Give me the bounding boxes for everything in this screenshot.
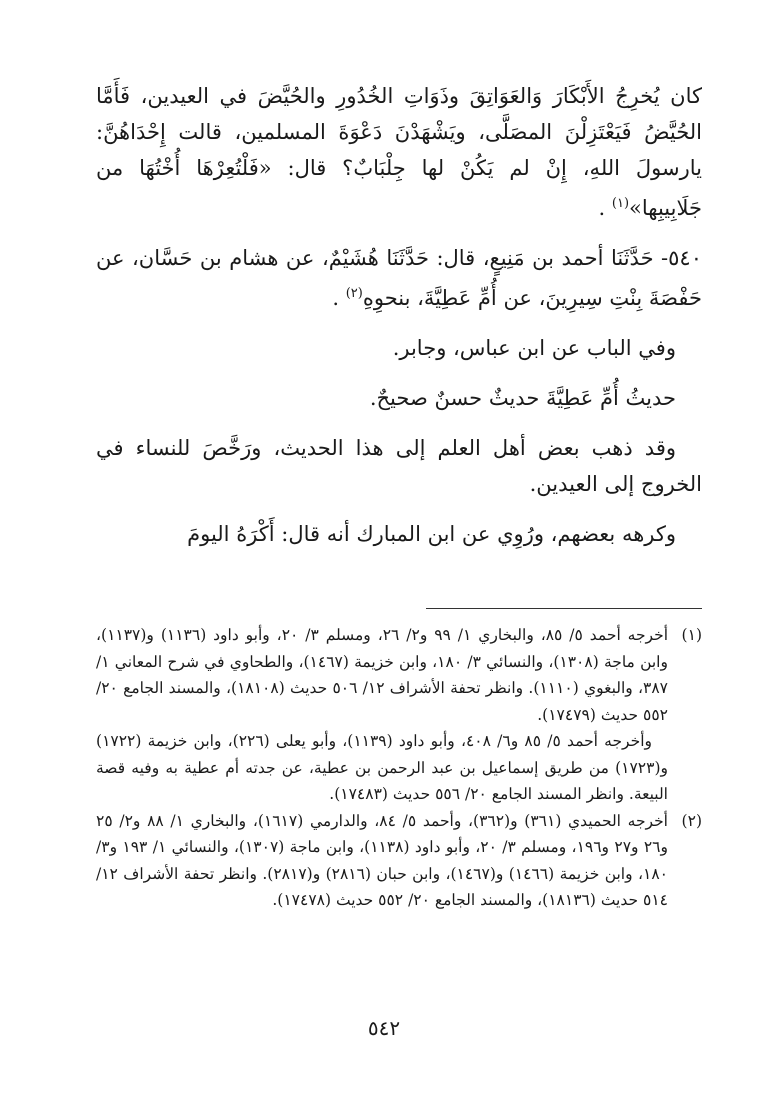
paragraph-4 <box>96 380 702 416</box>
paragraph-5-text: وقد ذهب بعض أهل العلم إلى هذا الحديث، ورَخَّصَ للنساء في الخروج إلى العيدين. <box>96 436 702 496</box>
main-text <box>96 78 702 566</box>
paragraph-6 <box>96 516 702 552</box>
paragraph-4-text: حديثُ أُمِّ عَطِيَّةَ حديثٌ حسنٌ صحيحٌ. <box>369 386 676 410</box>
paragraph-1 <box>96 78 702 226</box>
footnote-2-number: (٢) <box>681 811 702 830</box>
paragraph-2-text: ٥٤٠- حَدَّثَنَا أحمد بن مَنِيعٍ، قال: حَدَّثَنَا هُشَيْمٌ، عن هشام بن حَسَّان، عن حَفْصَةَ بِنْتِ سِيرِينَ، عن أُمِّ عَطِيَّةَ، بنحوِهِ <box>96 246 702 310</box>
footnotes <box>96 622 702 914</box>
footnote-1 <box>96 622 702 728</box>
footnote-divider <box>426 608 702 609</box>
paragraph-1-tail: . <box>598 196 612 220</box>
footnote-2 <box>96 808 702 914</box>
page-number: ٥٤٢ <box>367 1016 401 1040</box>
footnote-1-continuation: وأخرجه أحمد ٥/ ٨٥ و٦/ ٤٠٨، وأبو داود (١١٣٩)، وأبو يعلى (٢٢٦)، وابن خزيمة (١٧٢٢) و(١٧٢٣) من طريق إسماعيل بن عبد الرحمن بن عطية، عن جدته أم عطية به وفيه قصة البيعة. وانظر المسند الجامع ٢٠/ ٥٥٦ حديث (١٧٤٨٣). <box>96 732 668 803</box>
footnote-1-number: (١) <box>681 626 702 644</box>
paragraph-5 <box>96 430 702 502</box>
paragraph-2-tail: . <box>332 286 346 310</box>
paragraph-3-text: وفي الباب عن ابن عباس، وجابر. <box>392 336 676 360</box>
paragraph-1-text: كان يُخرِجُ الأَبْكَارَ وَالعَوَاتِقَ وذَوَاتِ الخُدُورِ والحُيَّضَ في العيدين، فَأَمَّا الحُيَّضُ فَيَعْتَزِلْنَ المصَلَّى، ويَشْهَدْنَ دَعْوَةَ المسلمين، قالت إِحْدَاهُنَّ: يارسولَ اللهِ، إِنْ لم يَكُنْ لها جِلْبَابٌ؟ قال: «فَلْتُعِرْهَا أُخْتُهَا من جَلَابِيبِها» <box>96 84 702 220</box>
paragraph-3 <box>96 330 702 366</box>
footnote-2-text: أخرجه الحميدي (٣٦١) و(٣٦٢)، وأحمد ٥/ ٨٤، والدارمي (١٦١٧)، والبخاري ١/ ٨٨ و٢/ ٢٥ و٢٦ و٢٧ و١٩٦، ومسلم ٣/ ٢٠، وأبو داود (١١٣٨)، وابن ماجة (١٣٠٧)، والنسائي ١/ ١٩٣ و٣/ ١٨٠، وابن خزيمة (١٤٦٦) و(١٤٦٧)، وابن حبان (٢٨١٦) و(٢٨١٧). وانظر تحفة الأشراف ١٢/ ٥١٤ حديث (١٨١٣٦)، والمسند الجامع ٢٠/ ٥٥٢ حديث (١٧٤٧٨). <box>96 811 669 909</box>
footnote-ref-1[interactable]: (١) <box>611 196 630 211</box>
footnote-1-text: أخرجه أحمد ٥/ ٨٥، والبخاري ١/ ٩٩ و٢/ ٢٦، ومسلم ٣/ ٢٠، وأبو داود (١١٣٦) و(١١٣٧)، وابن ماجة (١٣٠٨)، والنسائي ٣/ ١٨٠، وابن خزيمة (١٤٦٧)، والطحاوي في شرح المعاني ١/ ٣٨٧، والبغوي (١١١٠). وانظر تحفة الأشراف ١٢/ ٥٠٦ حديث (١٨١٠٨)، والمسند الجامع ٢٠/ ٥٥٢ حديث (١٧٤٧٩). <box>96 626 668 724</box>
paragraph-2 <box>96 240 702 316</box>
paragraph-6-text: وكرهه بعضهم، ورُوِي عن ابن المبارك أنه قال: أَكْرَهُ اليومَ <box>187 522 676 546</box>
footnote-ref-2[interactable]: (٢) <box>345 286 363 301</box>
